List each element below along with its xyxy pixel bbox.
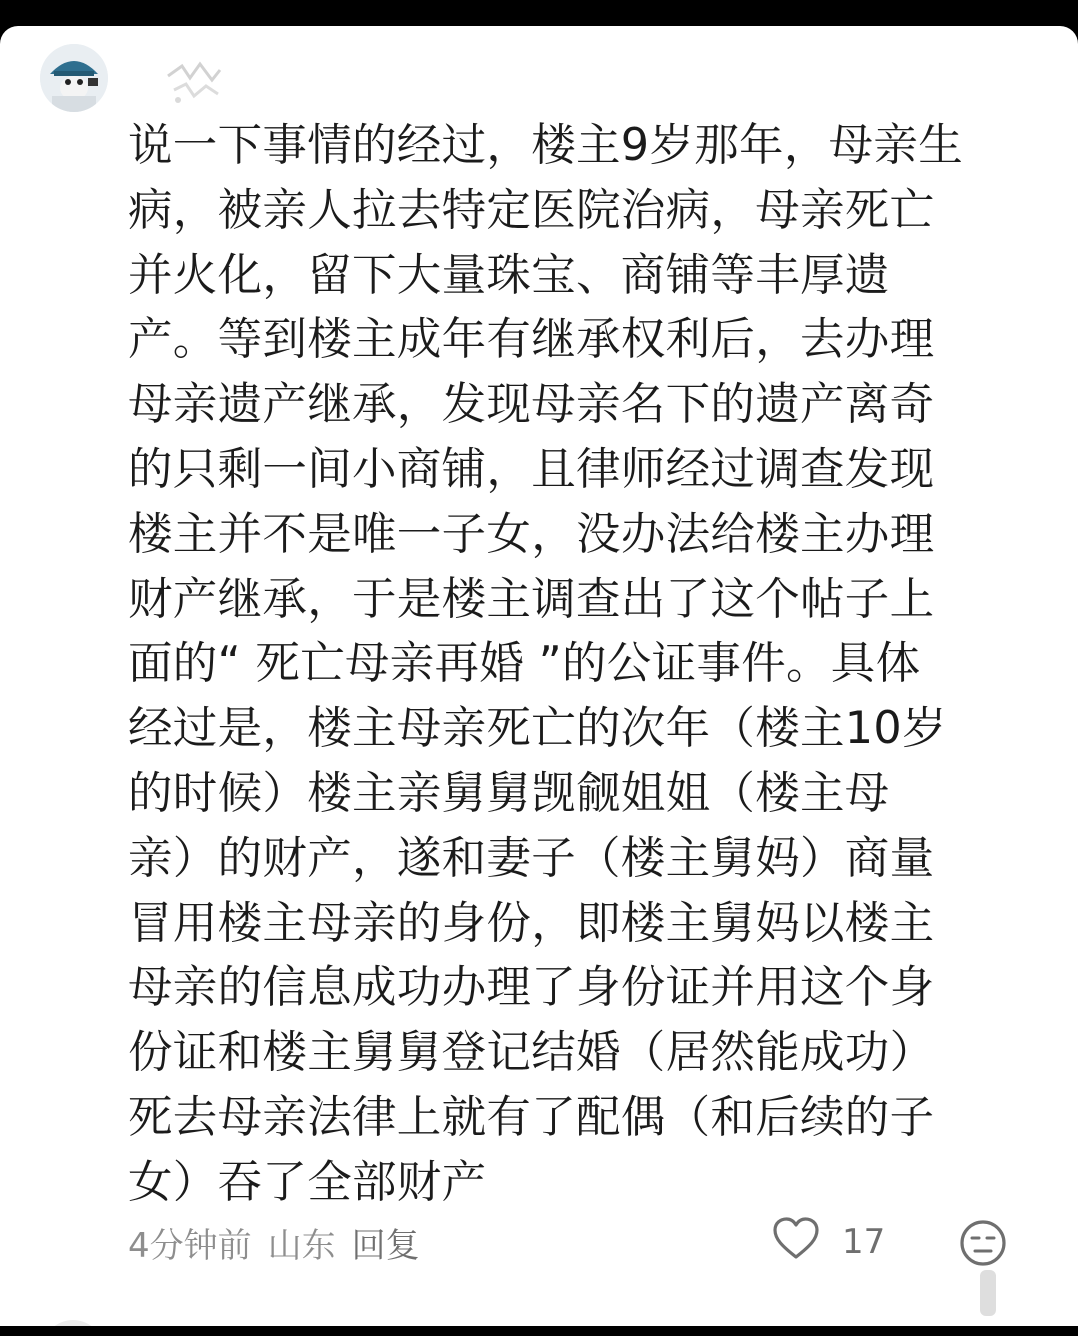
like-button[interactable] bbox=[772, 1216, 885, 1268]
comment-card bbox=[0, 26, 1078, 1326]
avatar-image bbox=[40, 44, 108, 112]
comment-location: 山东 bbox=[267, 1225, 336, 1266]
dislike-button[interactable] bbox=[958, 1218, 1008, 1268]
heart-outline-icon bbox=[772, 1216, 820, 1269]
like-count: 17 bbox=[842, 1222, 886, 1262]
comment-time: 4分钟前 bbox=[128, 1225, 252, 1266]
bottom-edge bbox=[0, 1326, 1078, 1336]
reply-button[interactable]: 回复 bbox=[351, 1225, 420, 1266]
avatar[interactable] bbox=[40, 44, 108, 112]
top-edge bbox=[0, 0, 1078, 26]
neutral-face-icon bbox=[958, 1218, 1008, 1268]
comment-text: 说一下事情的经过，楼主9岁那年，母亲生 病，被亲人拉去特定医院治病，母亲死亡 并火化，留下大量珠宝、商铺等丰厚遗 产。等到楼主成年有继承权利后，去办理 母亲遗产继承，发现母亲名下的遗产离奇 的只剩一间小商铺，且律师经过调查发现 楼主并不是唯一子女，没办法给楼主办理 财产继承，于是楼主调查出了这个帖子上 面的“ 死亡母亲再婚 ”的公证事件。具体 经过是，楼主母亲死亡的次年（楼主10岁 的时候）楼主亲舅舅觊觎姐姐（楼主母 亲）的财产，遂和妻子（楼主舅妈）商量 冒用楼主母亲的身份，即楼主舅妈以楼主 母亲的信息成功办理了身份证并用这个身 份证和楼主舅舅登记结婚（居然能成功） 死去母亲法律上就有了配偶（和后续的子 女）吞了全部财产 bbox=[128, 120, 964, 1208]
username-blurred bbox=[160, 56, 230, 108]
comment-meta bbox=[128, 1214, 420, 1270]
scrollbar-thumb[interactable] bbox=[980, 1270, 996, 1316]
